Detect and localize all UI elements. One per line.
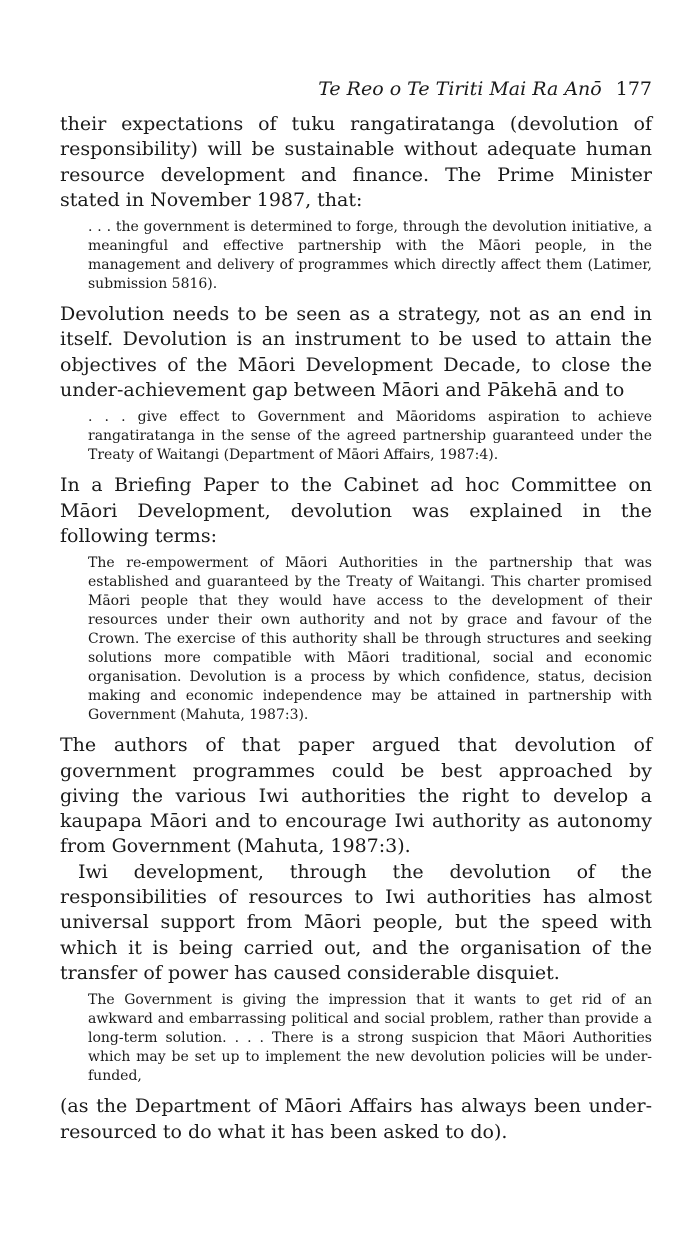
book-page — [60, 78, 652, 1145]
paragraph-devolution-strategy: Devolution needs to be seen as a strategy, not as an end in itself. Devolution is an instrument to be used to attain the objectives of the Māori Development Decade, to close the under-achievement gap between Māori and Pākehā and to — [60, 303, 652, 401]
paragraph-devolution-expectations: their expectations of tuku rangatiratanga (devolution of responsibility) will be sustainable without adequate human resource development and finance. The Prime Minister stated in November 1987, that: — [60, 113, 652, 211]
paragraph-iwi-development: Iwi development, through the devolution of the responsibilities of resources to Iwi authorities has almost universal support from Māori people, but the speed with which it is being carried out, and the organisation of the transfer of power has caused considerable disquiet. — [60, 860, 652, 984]
paragraph-briefing-paper: In a Briefing Paper to the Cabinet ad hoc Committee on Māori Development, devolution was explained in the following terms: — [60, 474, 652, 547]
running-title: Te Reo o Te Tiriti Mai Ra Anō — [318, 78, 602, 100]
block-quote-prime-minister: . . . the government is determined to forge, through the devolution initiative, a meaningful and effective partnership with the Māori people, in the management and delivery of programmes which directly affect them (Latimer, submission 5816). — [88, 219, 652, 293]
block-quote-government-impression: The Government is giving the impression that it wants to get rid of an awkward and embarrassing political and social problem, rather than provide a long-term solution. . . . There is a strong suspicion that Māori Authorities which may be set up to implement the new devolution policies will be under-funded, — [88, 992, 652, 1085]
block-quote-maori-affairs: . . . give effect to Government and Māoridoms aspiration to achieve rangatiratanga in the sense of the agreed partnership guaranteed under the Treaty of Waitangi (Department of Māori Affairs, 1987:4). — [88, 409, 652, 464]
block-quote-re-empowerment: The re-empowerment of Māori Authorities in the partnership that was established and guaranteed by the Treaty of Waitangi. This charter promised Māori people that they would have access to the development of their resources under their own authority and not by grace and favour of the Crown. The exercise of this authority shall be through structures and seeking solutions more compatible with Māori traditional, social and economic organisation. Devolution is a process by which confidence, status, decision making and economic independence may be attained in partnership with Government (Mahuta, 1987:3). — [88, 555, 652, 724]
paragraph-authors-argued: The authors of that paper argued that devolution of government programmes could be best approached by giving the various Iwi authorities the right to develop a kaupapa Māori and to encourage Iwi authority as autonomy from Government (Mahuta, 1987:3). — [60, 734, 652, 858]
running-header — [60, 78, 652, 104]
page-number: 177 — [615, 78, 652, 100]
paragraph-under-resourced: (as the Department of Māori Affairs has always been under-resourced to do what it has been asked to do). — [60, 1095, 652, 1143]
